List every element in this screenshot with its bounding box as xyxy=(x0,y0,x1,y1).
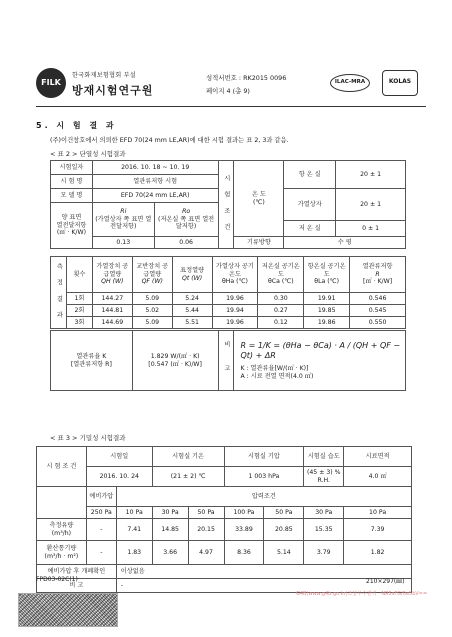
barcode-icon xyxy=(18,593,118,627)
table-row xyxy=(51,293,406,305)
surf-label-2: 열전달저항 xyxy=(56,221,87,229)
filk-logo: FILK xyxy=(36,68,66,98)
hot-room-label: 항 온 실 xyxy=(284,161,336,189)
method-label: 시 험 명 xyxy=(51,175,93,189)
section-title: 5. 시 험 결 과 xyxy=(36,121,117,130)
ro-cell xyxy=(154,203,218,237)
remark-label: 비 고 xyxy=(37,579,117,593)
formula: R = 1/K = (θHa − θCa) · A / (QH + QF − Qt) + ΔR xyxy=(240,340,401,360)
col-qf-label: 교반장치 공급열량 xyxy=(136,262,169,278)
col-head-tla xyxy=(304,257,350,293)
row1-tla: 19.91 xyxy=(304,293,350,305)
cold-room-label: 저 온 실 xyxy=(284,221,336,237)
r-value: [0.547 (㎡ · K)/W] xyxy=(148,360,202,368)
watermark-text: G4B(www.g4b.go.kr)조달우수관리 · NR5sFG/0e5bV== xyxy=(296,591,428,597)
val-temp: (21 ± 2) ℃ xyxy=(152,467,224,487)
row2-qt: 5.44 xyxy=(172,305,212,317)
heat-box-label: 가열상자 xyxy=(284,189,336,221)
cond-vert-label: 시 험 조 건 xyxy=(218,161,234,249)
paper-size: 210×297(㎜) xyxy=(366,578,405,585)
table-row xyxy=(37,519,412,541)
model-label: 모 델 명 xyxy=(51,189,93,203)
conv-3: 4.97 xyxy=(188,541,224,565)
table-row xyxy=(51,305,406,317)
col-tca-label: 저온실 공기온도 xyxy=(261,262,300,278)
note-k: K : 열관류율[W/(㎡ · K)] xyxy=(240,364,309,372)
press-2: 30 Pa xyxy=(152,507,188,519)
ro-symbol: Ro xyxy=(182,207,191,215)
k-value: 1.829 W/(㎡ · K) xyxy=(150,352,200,360)
form-number: FPD03-02C(1) xyxy=(36,576,78,583)
page-number: 페이지 4 (총 9) xyxy=(206,87,250,95)
col-head-qf xyxy=(132,257,172,293)
col-head-qt xyxy=(172,257,212,293)
row3-qf: 5.09 xyxy=(132,317,172,329)
conv-0: - xyxy=(86,541,116,565)
press-3: 50 Pa xyxy=(188,507,224,519)
row1-qf: 5.09 xyxy=(132,293,172,305)
val-pressure: 1 003 hPa xyxy=(224,467,304,487)
col-qt-sym: Qt (W) xyxy=(182,274,203,282)
press-1: 10 Pa xyxy=(116,507,152,519)
flow-label-2: (m³/h) xyxy=(51,529,72,537)
kolas-logo: KOLAS xyxy=(382,70,418,96)
ri-value: 0.13 xyxy=(92,237,154,249)
flow-3: 20.15 xyxy=(188,519,224,541)
row3-count: 3회 xyxy=(66,317,92,329)
row3-qh: 144.69 xyxy=(92,317,132,329)
flow-5: 20.85 xyxy=(264,519,304,541)
row2-r: 0.545 xyxy=(350,305,406,317)
head-temp: 시험실 기온 xyxy=(152,447,224,467)
row2-tca: 0.27 xyxy=(258,305,304,317)
row3-r: 0.550 xyxy=(350,317,406,329)
flow-dir-label: 기류방향 xyxy=(234,237,284,249)
date-label: 시험일자 xyxy=(51,161,93,175)
flow-7: 7.39 xyxy=(344,519,412,541)
conv-6: 3.79 xyxy=(304,541,344,565)
col-head-tha xyxy=(212,257,258,293)
row2-count: 2회 xyxy=(66,305,92,317)
table2-conditions xyxy=(50,160,406,249)
table2-caption: < 표 2 > 단열성 시험결과 xyxy=(50,150,126,158)
date-value: 2016. 10. 18 ~ 10. 19 xyxy=(92,161,218,175)
method-value: 열관류저항 시험 xyxy=(92,175,218,189)
conv-label-1: 환산통기량 xyxy=(46,544,77,552)
report-header xyxy=(36,64,426,104)
flow-1: 7.41 xyxy=(116,519,152,541)
cert-number: 성적서번호 : RK2015 0096 xyxy=(206,74,287,82)
surface-resistance-label xyxy=(51,203,93,249)
conv-2: 3.66 xyxy=(152,541,188,565)
col-head-r xyxy=(350,257,406,293)
row1-tha: 19.96 xyxy=(212,293,258,305)
head-humidity: 시험실 습도 xyxy=(304,447,344,467)
conv-7: 1.82 xyxy=(344,541,412,565)
flow-0: - xyxy=(86,519,116,541)
row1-tca: 0.30 xyxy=(258,293,304,305)
post-check-label: 예비가압 후 개폐확인 xyxy=(37,565,117,579)
k-label: 열관류율 K xyxy=(76,352,107,360)
remark-value: - xyxy=(116,579,411,593)
col-tca-sym: θCa (℃) xyxy=(268,278,294,286)
blank-head-2 xyxy=(37,507,87,519)
col-head-qh xyxy=(92,257,132,293)
flow-dir-value: 수 평 xyxy=(284,237,406,249)
press-0: 250 Pa xyxy=(86,507,116,519)
cert-info xyxy=(206,72,286,98)
hot-room-value: 20 ± 1 xyxy=(336,161,406,189)
table2-measurements xyxy=(50,256,406,329)
col-qt-label: 표정열량 xyxy=(180,266,205,274)
head-pressure: 시험실 기압 xyxy=(224,447,304,467)
val-humidity: (45 ± 3) % R.H. xyxy=(304,467,344,487)
row3-qt: 5.51 xyxy=(172,317,212,329)
org-name: 방재시험연구원 xyxy=(72,84,154,97)
flow-label-1: 측정유량 xyxy=(49,521,74,529)
col-r-sym: R xyxy=(375,270,380,278)
col-qf-sym: QF (W) xyxy=(141,278,163,286)
flow-label xyxy=(37,519,87,541)
heat-box-value: 20 ± 1 xyxy=(336,189,406,221)
k-value-cell xyxy=(132,331,218,391)
row2-tla: 19.85 xyxy=(304,305,350,317)
post-check-value: 이상없음 xyxy=(116,565,411,579)
conv-5: 5.14 xyxy=(264,541,304,565)
press-7: 10 Pa xyxy=(344,507,412,519)
row1-qh: 144.27 xyxy=(92,293,132,305)
row3-tla: 19.86 xyxy=(304,317,350,329)
temp-cell xyxy=(234,161,284,237)
surf-label-1: 양 표면 xyxy=(61,213,82,221)
col-head-count: 횟수 xyxy=(66,257,92,293)
row2-tha: 19.94 xyxy=(212,305,258,317)
section-paragraph: (주)이건창호에서 의뢰한 EFD 70(24 mm LE,AR)에 대한 시험 결과는 표 2, 3과 같음. xyxy=(50,137,289,144)
press-cond-label: 압력조건 xyxy=(116,487,411,507)
flow-6: 15.35 xyxy=(304,519,344,541)
val-area: 4.0 ㎡ xyxy=(344,467,412,487)
col-tla-sym: θLa (℃) xyxy=(314,278,340,286)
flow-2: 14.85 xyxy=(152,519,188,541)
table-row xyxy=(37,541,412,565)
row2-qf: 5.02 xyxy=(132,305,172,317)
col-tha-label: 가열상자 공기온도 xyxy=(216,262,254,278)
row3-tca: 0.12 xyxy=(258,317,304,329)
surf-label-3: (㎡ · K/W) xyxy=(56,229,87,237)
header-divider xyxy=(36,106,426,107)
blank-head xyxy=(37,487,87,507)
head-date: 시험일 xyxy=(86,447,152,467)
org-subtitle: 한국화재보험협회 부설 xyxy=(72,72,136,79)
ilac-mra-logo: ILAC-MRA xyxy=(330,74,370,92)
press-6: 30 Pa xyxy=(304,507,344,519)
col-tla-label: 항온실 공기온도 xyxy=(307,262,346,278)
meas-vert-label: 측 정 결 과 xyxy=(51,257,67,329)
table3-caption: < 표 3 > 기밀성 시험결과 xyxy=(50,434,126,442)
conv-label xyxy=(37,541,87,565)
row1-qt: 5.24 xyxy=(172,293,212,305)
conv-4: 8.36 xyxy=(224,541,264,565)
r-label: [열관류저항 R] xyxy=(70,360,112,368)
col-head-tca xyxy=(258,257,304,293)
ro-desc: (저온실 쪽 표면 열전달저항) xyxy=(158,215,215,231)
row1-r: 0.546 xyxy=(350,293,406,305)
conv-1: 1.83 xyxy=(116,541,152,565)
note-a: A : 시료 전열 면적(4.0 ㎡) xyxy=(240,372,314,380)
row3-tha: 19.96 xyxy=(212,317,258,329)
head-area: 시료면적 xyxy=(344,447,412,467)
model-value: EFD 70(24 mm LE,AR) xyxy=(92,189,218,203)
col-r-unit: [㎡ · K/W] xyxy=(362,278,393,286)
formula-cell xyxy=(234,331,406,391)
conv-label-2: (m³/h · m²) xyxy=(44,552,79,560)
note-vert-label: 비 고 xyxy=(218,331,234,391)
cold-room-value: 0 ± 1 xyxy=(336,221,406,237)
press-5: 50 Pa xyxy=(264,507,304,519)
pre-press-label: 예비가압 xyxy=(86,487,116,507)
k-label-cell xyxy=(51,331,133,391)
col-qh-sym: QH (W) xyxy=(101,278,124,286)
temp-label: 온 도 xyxy=(251,190,266,198)
col-r-label: 열관류저항 xyxy=(362,262,393,270)
table3-airtightness xyxy=(36,446,412,593)
col-tha-sym: θHa (℃) xyxy=(221,278,248,286)
row2-qh: 144.81 xyxy=(92,305,132,317)
ri-desc: (가열상자 쪽 표면 열전달저항) xyxy=(95,215,152,231)
table-row xyxy=(51,317,406,329)
flow-4: 33.89 xyxy=(224,519,264,541)
ro-value: 0.06 xyxy=(154,237,218,249)
row1-count: 1회 xyxy=(66,293,92,305)
table2-results xyxy=(50,330,406,391)
val-date: 2016. 10. 24 xyxy=(86,467,152,487)
ri-symbol: Ri xyxy=(120,207,127,215)
press-4: 100 Pa xyxy=(224,507,264,519)
temp-unit: (℃) xyxy=(253,198,265,206)
cond-label: 시 험 조 건 xyxy=(37,447,87,487)
col-qh-label: 가열장치 공급열량 xyxy=(96,262,129,278)
ri-cell xyxy=(92,203,154,237)
